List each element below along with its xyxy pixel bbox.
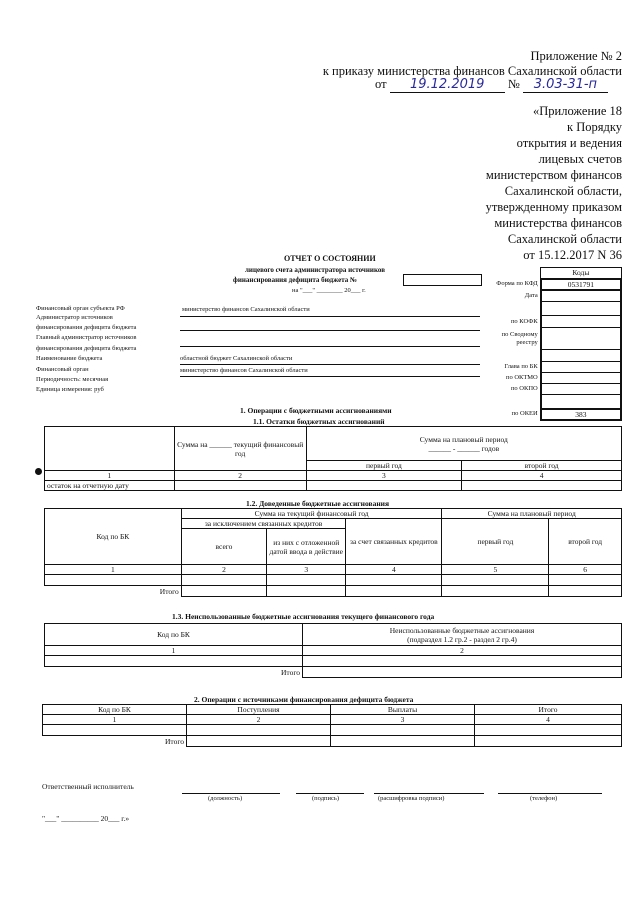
col-num: 3 (331, 715, 475, 725)
underline (180, 316, 480, 317)
section11-title: 1.1. Остатки бюджетных ассигнований (253, 417, 385, 426)
col-num: 3 (306, 471, 462, 481)
annex-number: 3.03-31-п (523, 77, 608, 93)
table-2 (42, 704, 622, 747)
report-title: ОТЧЕТ О СОСТОЯНИИ (284, 254, 376, 263)
underline (180, 346, 480, 347)
col-code-bk: Код по БК (45, 624, 303, 646)
col-first-year: первый год (442, 519, 549, 565)
report-subtitle1: лицевого счета администратора источников (245, 266, 385, 274)
code-value (541, 395, 621, 409)
label-unit: Единица измерения: руб (36, 386, 104, 393)
annex-order: к приказу министерства финансов Сахалинской области (322, 64, 622, 78)
section12-title: 1.2. Доведенные бюджетные ассигнования (246, 499, 390, 508)
quote-line: утвержденному приказом (485, 200, 622, 214)
value-budget-name: областной бюджет Сахалинской области (180, 355, 293, 362)
col-num: 1 (45, 565, 182, 575)
code-value (541, 350, 621, 362)
codes-table (491, 267, 622, 421)
quote-line: министерством финансов (485, 168, 622, 182)
col-num: 1 (45, 646, 303, 656)
col-total: всего (181, 529, 266, 565)
table-13 (44, 623, 622, 678)
col-code-bk: Код по БК (45, 509, 182, 565)
label-chief1: Главный администратор источников (36, 334, 137, 341)
quote-line: к Порядку (567, 120, 622, 134)
signature-line (182, 793, 280, 794)
section2-title: 2. Операции с источниками финансирования дефицита бюджета (194, 695, 414, 704)
quote-line: лицевых счетов (538, 152, 622, 166)
signature-line (374, 793, 484, 794)
col-total: Итого (475, 705, 622, 715)
col-deferred: из них с отложенной датой ввода в действие (267, 529, 346, 565)
col-code-bk: Код по БК (43, 705, 187, 715)
code-value (541, 290, 621, 302)
row-balance-label: остаток на отчетную дату (45, 481, 175, 491)
code-label: по ОКТМО (505, 374, 538, 381)
section13-title: 1.3. Неиспользованные бюджетные ассигнования текущего финансового года (172, 612, 435, 621)
code-label: Форма по КФД (496, 280, 538, 287)
code-value (541, 316, 621, 328)
signature-line (296, 793, 364, 794)
col-num: 4 (346, 565, 442, 575)
col-payments: Выплаты (331, 705, 475, 715)
code-label: по ОКПО (510, 385, 538, 392)
quote-line: Сахалинской области, (504, 184, 622, 198)
col-current: Сумма на ______ текущий финансовый год (174, 427, 306, 471)
label-admin1: Администратор источников (36, 314, 113, 321)
table-12 (44, 508, 622, 597)
col-first-year: первый год (306, 461, 462, 471)
responsible-label: Ответственный исполнитель (42, 782, 134, 791)
code-value: 0531791 (541, 279, 621, 290)
col-plan-period: Сумма на плановый период (442, 509, 622, 519)
num-label: № (507, 77, 520, 91)
col-current-year: Сумма на текущий финансовый год (181, 509, 442, 519)
footer-date: "___" __________ 20___ г.» (42, 814, 130, 823)
underline (180, 330, 480, 331)
signature-line (498, 793, 602, 794)
code-label: Глава по БК (504, 363, 538, 370)
label-admin2: финансирования дефицита бюджета (36, 324, 137, 331)
col-second-year: второй год (462, 461, 622, 471)
annex-title: Приложение № 2 (530, 49, 622, 63)
col-num: 2 (187, 715, 331, 725)
quote-block (486, 103, 622, 263)
col-num: 1 (43, 715, 187, 725)
code-value (541, 362, 621, 373)
col-num: 4 (475, 715, 622, 725)
report-date-line: на "___" ________ 20___ г. (292, 287, 366, 294)
caption-position: (должность) (208, 795, 243, 802)
report-subtitle2: финансирования дефицита бюджета № (233, 276, 358, 284)
itogo-label: Итого (281, 667, 300, 677)
code-label (491, 395, 541, 409)
col-receipts: Поступления (187, 705, 331, 715)
itogo-label: Итого (165, 736, 184, 746)
col-num: 4 (462, 471, 622, 481)
col-second-year: второй год (549, 519, 622, 565)
code-value: 383 (541, 409, 621, 420)
account-number-box (403, 274, 482, 286)
underline (180, 364, 480, 365)
code-label: по КОФК (510, 317, 538, 325)
quote-line: министерства финансов (494, 216, 622, 230)
col-plan: Сумма на плановый период ______ - ______ годов (306, 427, 621, 461)
value-fin-body: министерство финансов Сахалинской области (180, 367, 308, 374)
code-value (541, 373, 621, 384)
code-label: по Сводному реестру (501, 330, 538, 346)
underline (180, 376, 480, 377)
col-linked: за счет связанных кредитов (346, 519, 442, 565)
label-periodicity: Периодичность: месячная (36, 376, 109, 383)
col-num: 5 (442, 565, 549, 575)
code-label (491, 302, 541, 316)
label-fin-organ: Финансовый орган субъекта РФ (36, 305, 125, 312)
quote-line: открытия и ведения (516, 136, 622, 150)
code-label: Дата (524, 291, 538, 299)
label-chief2: финансирования дефицита бюджета (36, 345, 137, 352)
value-fin-organ: министерство финансов Сахалинской области (182, 306, 310, 313)
label-budget-name: Наименование бюджета (36, 355, 103, 362)
caption-decode: (расшифровка подписи) (378, 795, 445, 802)
code-value (541, 302, 621, 316)
col-num: 2 (181, 565, 266, 575)
code-value (541, 328, 621, 350)
col-num: 2 (174, 471, 306, 481)
col-num: 1 (45, 471, 175, 481)
from-label: от (375, 77, 387, 91)
quote-line: от 15.12.2017 N 36 (523, 248, 622, 262)
code-value (541, 384, 621, 395)
quote-line: «Приложение 18 (533, 104, 622, 118)
col-excluding: за исключением связанных кредитов (181, 519, 346, 529)
caption-phone: (телефон) (530, 795, 558, 802)
table-11 (44, 426, 622, 491)
col-num: 2 (303, 646, 622, 656)
codes-header: Коды (541, 268, 621, 279)
code-label (491, 350, 541, 362)
label-fin-body: Финансовый орган (36, 366, 89, 373)
ink-blot-mark (35, 468, 42, 475)
col-unused: Неиспользованные бюджетные ассигнования (подраздел 1.2 гр.2 - раздел 2 гр.4) (303, 624, 622, 646)
annex-date-line (375, 77, 625, 93)
col-num: 6 (549, 565, 622, 575)
code-label: по ОКЕИ (511, 410, 538, 417)
section1-title: 1. Операции с бюджетными ассигнованиями (240, 406, 392, 415)
annex-date: 19.12.2019 (390, 77, 505, 93)
quote-line: Сахалинской области (507, 232, 622, 246)
caption-signature: (подпись) (312, 795, 339, 802)
col-num: 3 (267, 565, 346, 575)
itogo-label: Итого (159, 586, 179, 596)
